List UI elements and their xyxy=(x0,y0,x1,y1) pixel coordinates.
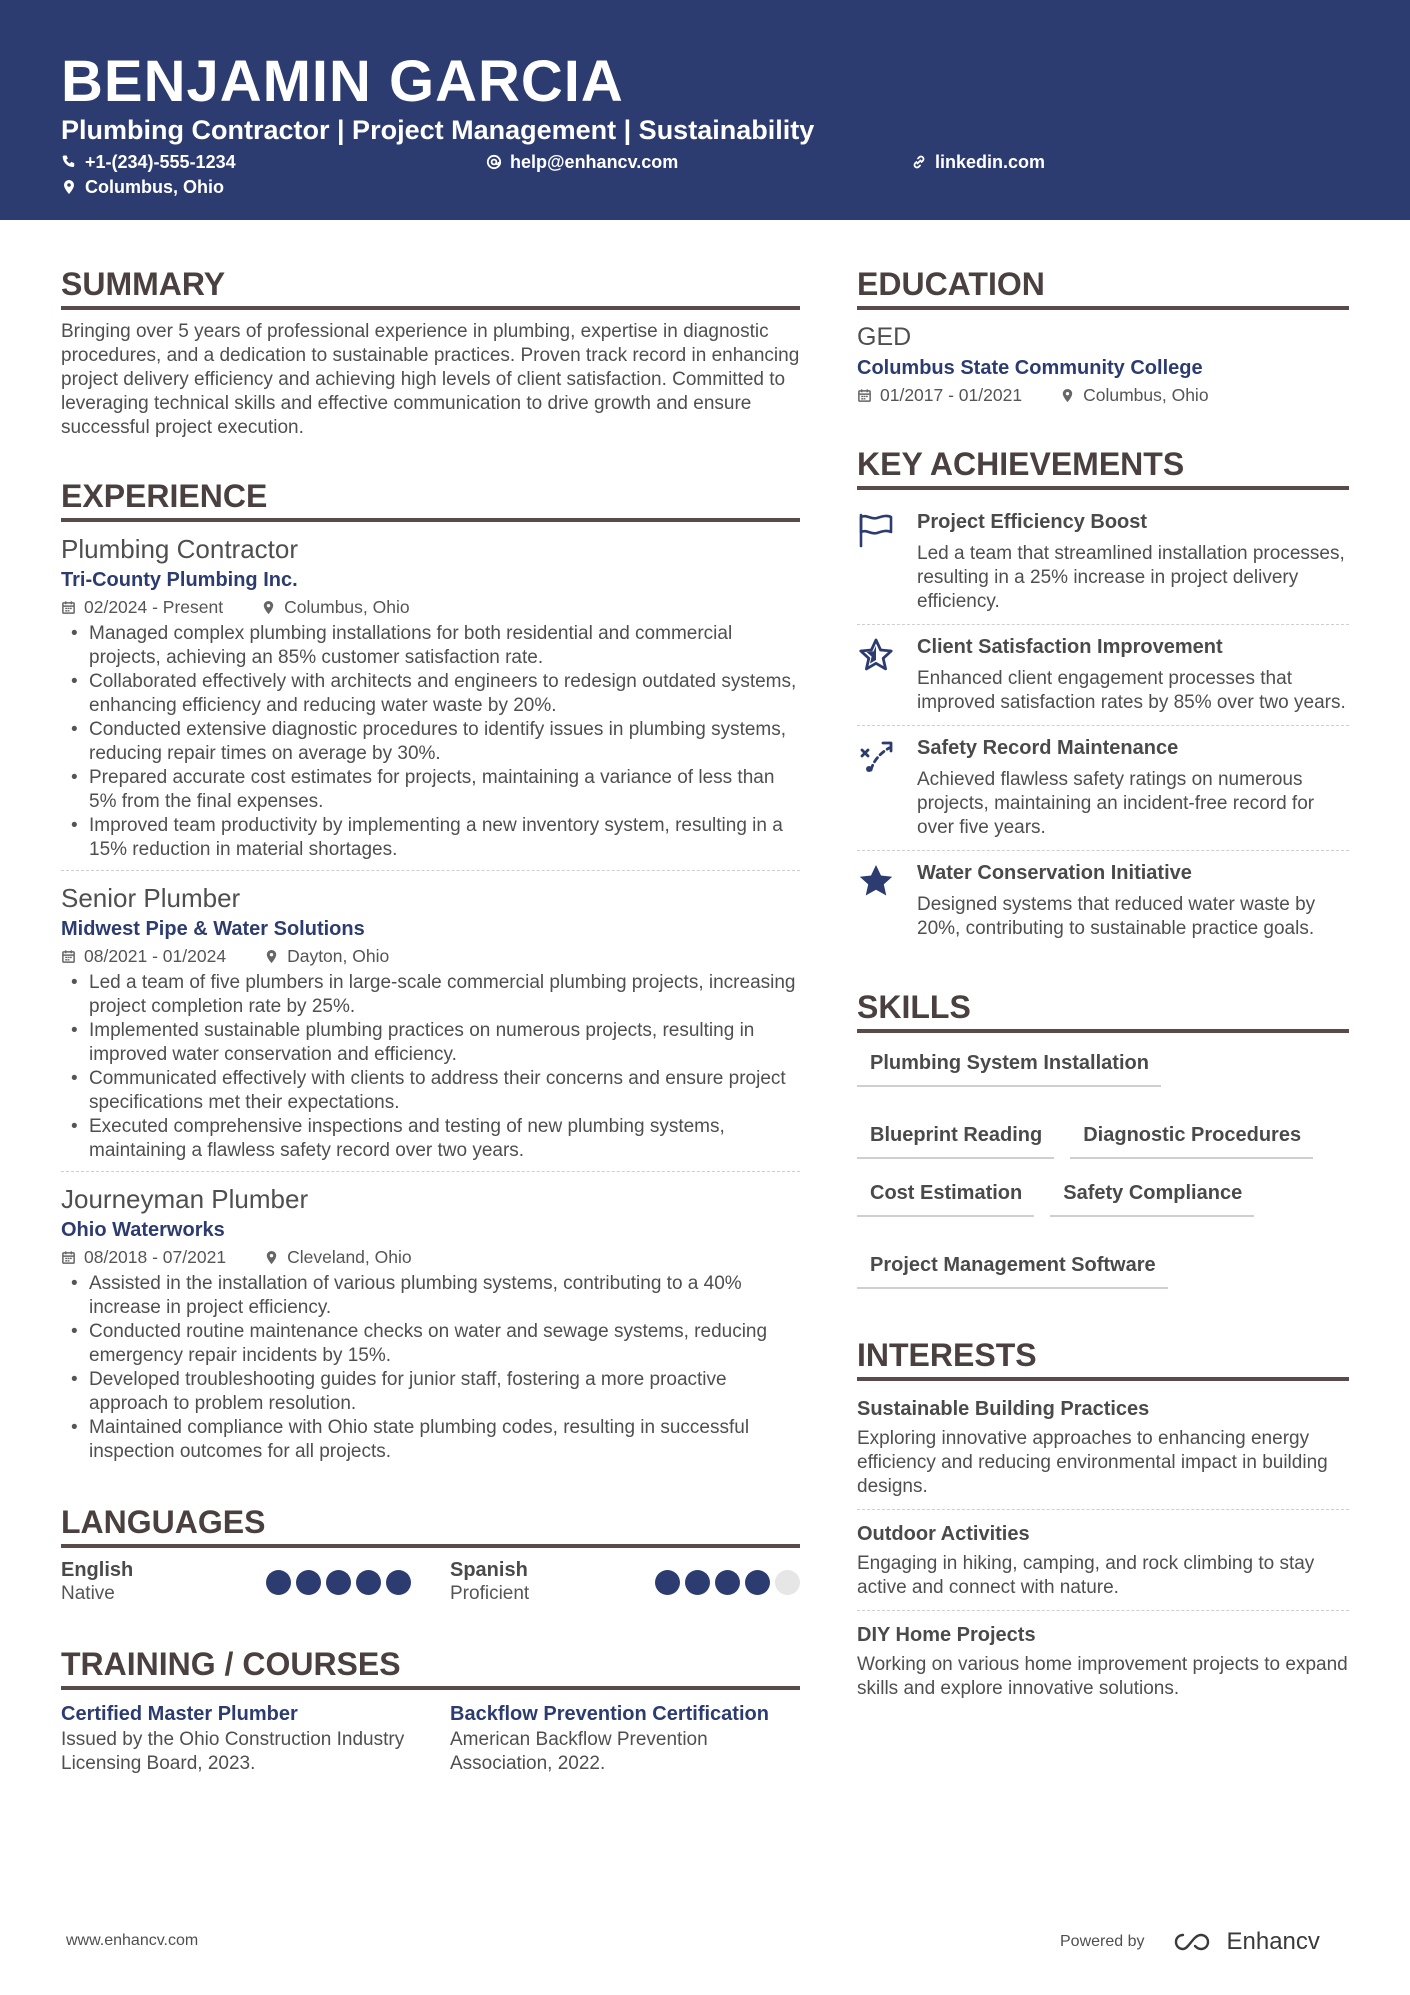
job-dates: 08/2018 - 07/2021 xyxy=(84,1247,227,1267)
summary-section xyxy=(61,262,800,440)
skill-tag: Project Management Software xyxy=(857,1245,1168,1289)
job-bullets xyxy=(61,1272,800,1464)
bullet-item: • Implemented sustainable plumbing practices on numerous projects, resulting in improved water conservation and efficiency. xyxy=(61,1019,800,1067)
job-title: Senior Plumber xyxy=(61,883,241,913)
right-column xyxy=(857,262,1349,1717)
job-bullets xyxy=(61,971,800,1163)
phone-icon xyxy=(61,154,77,170)
degree: GED xyxy=(857,323,912,351)
bullet-item: • Collaborated effectively with architects and engineers to redesign outdated systems, enhancing efficiency and reducing water waste by 20%. xyxy=(61,670,800,718)
company-name: Ohio Waterworks xyxy=(61,1219,225,1241)
language-item xyxy=(450,1558,800,1606)
rating-dot-filled xyxy=(715,1570,740,1595)
interest-item xyxy=(857,1516,1349,1611)
link-icon xyxy=(911,154,927,170)
flag-icon xyxy=(857,512,895,548)
job-meta xyxy=(61,943,800,969)
course-item xyxy=(450,1700,800,1776)
bullet-item: • Led a team of five plumbers in large-scale commercial plumbing projects, increasing project completion rate by 25%. xyxy=(61,971,800,1019)
bullet-item: • Prepared accurate cost estimates for projects, maintaining a variance of less than 5% from the final expenses. xyxy=(61,766,800,814)
job-title: Plumbing Contractor xyxy=(61,534,298,564)
brand-name: Enhancv xyxy=(1226,1928,1320,1955)
location-text: Columbus, Ohio xyxy=(85,177,224,197)
language-name: English xyxy=(61,1559,134,1581)
summary-text: Bringing over 5 years of professional experience in plumbing, expertise in diagnostic procedures, and a dedication to sustainable practices. Proven track record in enhancing project delivery efficiency and achieving high levels of client satisfaction. Committed to leveraging technical skills and effective communication to drive growth and ensure successful project execution. xyxy=(61,321,800,438)
calendar-icon xyxy=(857,388,872,403)
strategy-icon xyxy=(857,738,895,774)
achievement-title: Water Conservation Initiative xyxy=(917,862,1192,884)
course-title: Backflow Prevention Certification xyxy=(450,1703,769,1725)
rating-dot-empty xyxy=(775,1570,800,1595)
phone-text: +1-(234)-555-1234 xyxy=(85,152,236,172)
calendar-icon xyxy=(61,949,76,964)
languages-heading: LANGUAGES xyxy=(61,1500,800,1548)
job-location: Cleveland, Ohio xyxy=(287,1247,412,1267)
contact-location xyxy=(61,175,224,199)
bullet-item: • Maintained compliance with Ohio state plumbing codes, resulting in successful inspection outcomes for all projects. xyxy=(61,1416,800,1464)
job-dates: 08/2021 - 01/2024 xyxy=(84,946,227,966)
rating-dot-filled xyxy=(386,1570,411,1595)
language-rating xyxy=(266,1570,411,1595)
location-pin-icon xyxy=(261,600,276,615)
job-location: Dayton, Ohio xyxy=(287,946,390,966)
company-name: Midwest Pipe & Water Solutions xyxy=(61,918,365,940)
location-pin-icon xyxy=(264,1250,279,1265)
at-icon xyxy=(486,154,502,170)
education-heading: EDUCATION xyxy=(857,262,1349,310)
education-location: Columbus, Ohio xyxy=(1083,385,1209,405)
language-level: Proficient xyxy=(450,1583,530,1604)
language-item xyxy=(61,1558,411,1606)
interest-item xyxy=(857,1391,1349,1510)
achievement-description: Achieved flawless safety ratings on numerous projects, maintaining an incident-free record for over five years. xyxy=(917,769,1315,838)
languages-section xyxy=(61,1500,800,1606)
calendar-icon xyxy=(61,1250,76,1265)
job-dates: 02/2024 - Present xyxy=(84,597,224,617)
left-column xyxy=(61,262,800,1776)
summary-heading: SUMMARY xyxy=(61,262,800,310)
course-title: Certified Master Plumber xyxy=(61,1703,298,1725)
location-pin-icon xyxy=(1060,388,1075,403)
skill-tag: Blueprint Reading xyxy=(857,1115,1054,1159)
contact-phone[interactable] xyxy=(61,150,236,174)
interests-heading: INTERESTS xyxy=(857,1333,1349,1381)
skill-tag: Cost Estimation xyxy=(857,1173,1034,1217)
achievement-title: Safety Record Maintenance xyxy=(917,737,1179,759)
course-description: Issued by the Ohio Construction Industry Licensing Board, 2023. xyxy=(61,1729,405,1774)
rating-dot-filled xyxy=(326,1570,351,1595)
candidate-headline: Plumbing Contractor | Project Management | Sustainability xyxy=(61,115,815,145)
achievement-description: Enhanced client engagement processes that improved satisfaction rates by 85% over two years. xyxy=(917,668,1346,713)
location-pin-icon xyxy=(61,179,77,195)
achievement-description: Designed systems that reduced water waste by 20%, contributing to sustainable practice goals. xyxy=(917,894,1316,939)
resume-header xyxy=(0,0,1410,220)
contact-linkedin[interactable] xyxy=(911,150,1045,174)
rating-dot-filled xyxy=(296,1570,321,1595)
bullet-item: • Developed troubleshooting guides for junior staff, fostering a more proactive approach to problem resolution. xyxy=(61,1368,800,1416)
bullet-item: • Improved team productivity by implementing a new inventory system, resulting in a 15% reduction in material shortages. xyxy=(61,814,800,862)
contact-email[interactable] xyxy=(486,150,678,174)
skills-heading: SKILLS xyxy=(857,985,1349,1033)
rating-dot-filled xyxy=(266,1570,291,1595)
school-name: Columbus State Community College xyxy=(857,357,1203,379)
bullet-item: • Communicated effectively with clients to address their concerns and ensure project specifications met their expectations. xyxy=(61,1067,800,1115)
achievement-item xyxy=(857,851,1349,951)
experience-section xyxy=(61,474,800,1472)
bullet-item: • Assisted in the installation of various plumbing systems, contributing to a 40% increase in project efficiency. xyxy=(61,1272,800,1320)
course-item xyxy=(61,1700,411,1776)
achievement-item xyxy=(857,500,1349,625)
achievements-heading: KEY ACHIEVEMENTS xyxy=(857,442,1349,490)
bullet-item: • Conducted routine maintenance checks on water and sewage systems, reducing emergency repair incidents by 15%. xyxy=(61,1320,800,1368)
language-name: Spanish xyxy=(450,1559,528,1581)
training-heading: TRAINING / COURSES xyxy=(61,1642,800,1690)
rating-dot-filled xyxy=(356,1570,381,1595)
experience-heading: EXPERIENCE xyxy=(61,474,800,522)
language-rating xyxy=(655,1570,800,1595)
bullet-item: • Managed complex plumbing installations for both residential and commercial projects, achieving an 85% customer satisfaction rate. xyxy=(61,622,800,670)
job-entry xyxy=(61,881,800,1172)
linkedin-text: linkedin.com xyxy=(935,152,1046,172)
bullet-item: • Executed comprehensive inspections and testing of new plumbing systems, maintaining a flawless safety record over two years. xyxy=(61,1115,800,1163)
star-filled-icon xyxy=(857,863,895,899)
skill-tag: Diagnostic Procedures xyxy=(1070,1115,1313,1159)
job-meta xyxy=(61,1244,800,1270)
interest-description: Engaging in hiking, camping, and rock climbing to stay active and connect with nature. xyxy=(857,1553,1315,1598)
achievement-title: Project Efficiency Boost xyxy=(917,511,1148,533)
location-pin-icon xyxy=(264,949,279,964)
job-entry xyxy=(61,532,800,871)
interest-description: Exploring innovative approaches to enhancing energy efficiency and reducing environmental impact in building designs. xyxy=(857,1428,1328,1497)
job-bullets xyxy=(61,622,800,862)
company-name: Tri-County Plumbing Inc. xyxy=(61,569,298,591)
course-description: American Backflow Prevention Association, 2022. xyxy=(450,1729,708,1774)
bullet-item: • Conducted extensive diagnostic procedures to identify issues in plumbing systems, reducing repair times on average by 30%. xyxy=(61,718,800,766)
calendar-icon xyxy=(61,600,76,615)
infinity-logo-icon xyxy=(1171,1930,1217,1954)
job-location: Columbus, Ohio xyxy=(284,597,410,617)
language-level: Native xyxy=(61,1583,115,1604)
education-meta xyxy=(857,382,1349,408)
training-section xyxy=(61,1642,800,1776)
education-section xyxy=(857,262,1349,408)
email-text: help@enhancv.com xyxy=(510,152,679,172)
powered-by-label: Powered by xyxy=(1060,1933,1145,1950)
achievements-section xyxy=(857,442,1349,951)
skill-tag: Plumbing System Installation xyxy=(857,1043,1161,1087)
interest-item xyxy=(857,1617,1349,1711)
job-title: Journeyman Plumber xyxy=(61,1184,309,1214)
candidate-name: BENJAMIN GARCIA xyxy=(61,49,624,114)
achievement-item xyxy=(857,625,1349,726)
job-entry xyxy=(61,1182,800,1472)
enhancv-logo xyxy=(1171,1928,1320,1956)
achievement-title: Client Satisfaction Improvement xyxy=(917,636,1223,658)
rating-dot-filled xyxy=(685,1570,710,1595)
education-dates: 01/2017 - 01/2021 xyxy=(880,385,1023,405)
footer-website[interactable]: www.enhancv.com xyxy=(66,1932,199,1949)
interest-title: Outdoor Activities xyxy=(857,1523,1030,1545)
skill-tag: Safety Compliance xyxy=(1050,1173,1254,1217)
job-meta xyxy=(61,594,800,620)
rating-dot-filled xyxy=(745,1570,770,1595)
achievement-item xyxy=(857,726,1349,851)
star-outline-icon xyxy=(857,637,895,673)
interest-title: Sustainable Building Practices xyxy=(857,1398,1150,1420)
skills-section xyxy=(857,985,1349,1289)
footer-branding[interactable] xyxy=(1060,1928,1320,1956)
interest-description: Working on various home improvement projects to expand skills and explore innovative solutions. xyxy=(857,1654,1348,1699)
interest-title: DIY Home Projects xyxy=(857,1624,1036,1646)
achievement-description: Led a team that streamlined installation processes, resulting in a 25% increase in project delivery efficiency. xyxy=(917,543,1345,612)
interests-section xyxy=(857,1333,1349,1711)
rating-dot-filled xyxy=(655,1570,680,1595)
